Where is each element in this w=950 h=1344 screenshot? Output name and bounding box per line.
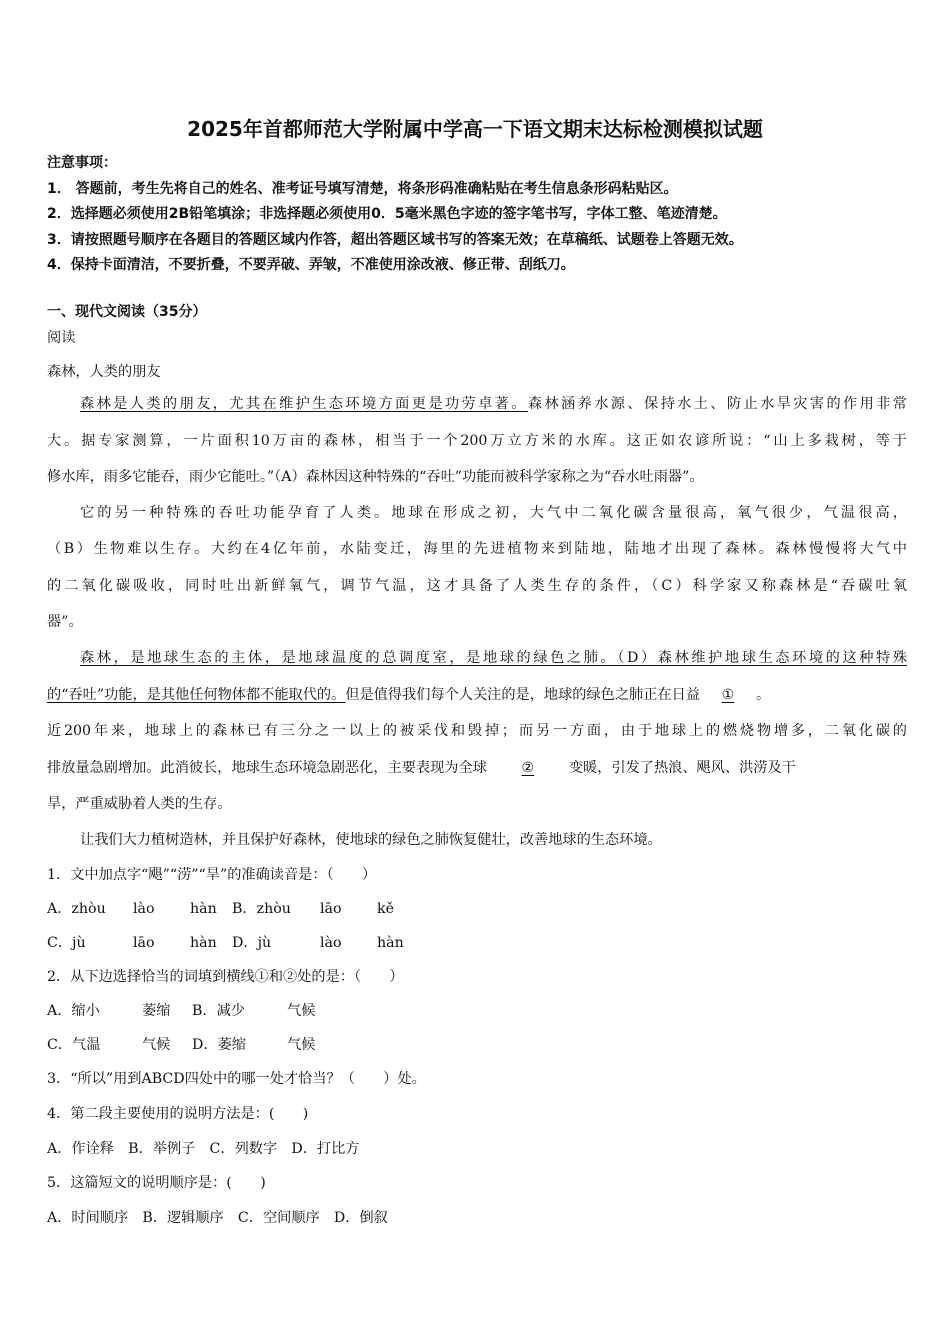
passage-title: 森林，人类的朋友	[47, 364, 161, 380]
question-2-options: A．缩小 萎缩 B．减少 气候	[47, 1003, 316, 1019]
notice-heading: 注意事项：	[47, 155, 117, 171]
question-4-options: A．作诠释 B．举例子 C．列数字 D．打比方	[47, 1141, 360, 1157]
passage-line: 大。据专家测算，一片面积10万亩的森林，相当于一个200万立方米的水库。这正如农谚所说：“山上多栽树，等于	[47, 433, 907, 449]
section-heading: 一、现代文阅读（35分）	[47, 304, 207, 320]
passage-line: 旱，严重威胁着人类的生存。	[47, 796, 232, 812]
notice-item: 2．选择题必须使用2B铅笔填涂；非选择题必须使用0．5毫米黑色字迹的签字笔书写，字体工整、笔迹清楚。	[47, 206, 727, 222]
passage-line: 它的另一种特殊的吞吐功能孕育了人类。地球在形成之初，大气中二氧化碳含量很高，氧气很少，气温很高，	[80, 505, 907, 521]
question-5-options: A．时间顺序 B．逻辑顺序 C．空间顺序 D．倒叙	[47, 1210, 388, 1226]
question-2: 2．从下边选择恰当的词填到横线①和②处的是：（ ）	[47, 969, 404, 985]
passage-line: 排放量急剧增加。此消彼长，地球生态环境急剧恶化，主要表现为全球 ② 变暖，引发了热浪、飓风、洪涝及干	[47, 760, 796, 776]
notice-item: 4．保持卡面清洁，不要折叠，不要弄破、弄皱，不准使用涂改液、修正带、刮纸刀。	[47, 257, 575, 273]
notice-item: 3．请按照题号顺序在各题目的答题区域内作答，超出答题区域书写的答案无效；在草稿纸、试题卷上答题无效。	[47, 232, 743, 248]
passage-line: 器”。	[47, 614, 83, 630]
passage-line: 近200年来，地球上的森林已有三分之一以上的被采伐和毁掉；而另一方面，由于地球上的燃烧物增多，二氧化碳的	[47, 723, 907, 739]
passage-line: 森林是人类的朋友，尤其在维护生态环境方面更是功劳卓著。森林涵养水源、保持水土、防止水旱灾害的作用非常	[80, 396, 907, 412]
question-1-options: A．zhòu lào hàn B．zhòu lāo kě	[47, 901, 394, 917]
passage-line: （B）生物难以生存。大约在4亿年前，水陆变迁，海里的先进植物来到陆地，陆地才出现了森林。森林慢慢将大气中	[47, 541, 907, 557]
page-title: 2025年首都师范大学附属中学高一下语文期末达标检测模拟试题	[187, 117, 763, 141]
question-3: 3．“所以”用到ABCD四处中的哪一处才恰当？（ ）处。	[47, 1071, 426, 1087]
passage-line: 森林，是地球生态的主体，是地球温度的总调度室，是地球的绿色之肺。（D）森林维护地球生态环境的这种特殊	[80, 650, 907, 666]
notice-item: 1． 答题前，考生先将自己的姓名、准考证号填写清楚，将条形码准确粘贴在考生信息条形码粘贴区。	[47, 181, 678, 197]
passage-line: 让我们大力植树造林，并且保护好森林，使地球的绿色之肺恢复健壮，改善地球的生态环境。	[80, 832, 662, 848]
underlined-sentence: 森林是人类的朋友，尤其在维护生态环境方面更是功劳卓著。	[80, 396, 528, 412]
question-1: 1．文中加点字“飓”“涝”“旱”的准确读音是：（ ）	[47, 867, 377, 883]
blank-2: ②	[521, 760, 535, 776]
passage-line: 的“吞吐”功能，是其他任何物体都不能取代的。但是值得我们每个人关注的是，地球的绿色之肺正在日益 ① 。	[47, 687, 771, 703]
question-5: 5．这篇短文的说明顺序是：( )	[47, 1175, 266, 1191]
question-4: 4．第二段主要使用的说明方法是：( )	[47, 1106, 309, 1122]
question-1-options: C．jù lāo hàn D．jù lào hàn	[47, 935, 404, 951]
blank-1: ①	[721, 687, 735, 703]
read-label: 阅读	[47, 330, 76, 346]
question-2-options: C．气温 气候 D．萎缩 气候	[47, 1037, 316, 1053]
passage-line: 的二氧化碳吸收，同时吐出新鲜氧气，调节气温，这才具备了人类生存的条件，（C）科学家又称森林是“吞碳吐氧	[47, 578, 907, 594]
passage-line: 修水库，雨多它能吞，雨少它能吐。”（A）森林因这种特殊的“吞吐”功能而被科学家称之为“吞水吐雨器”。	[47, 469, 704, 485]
